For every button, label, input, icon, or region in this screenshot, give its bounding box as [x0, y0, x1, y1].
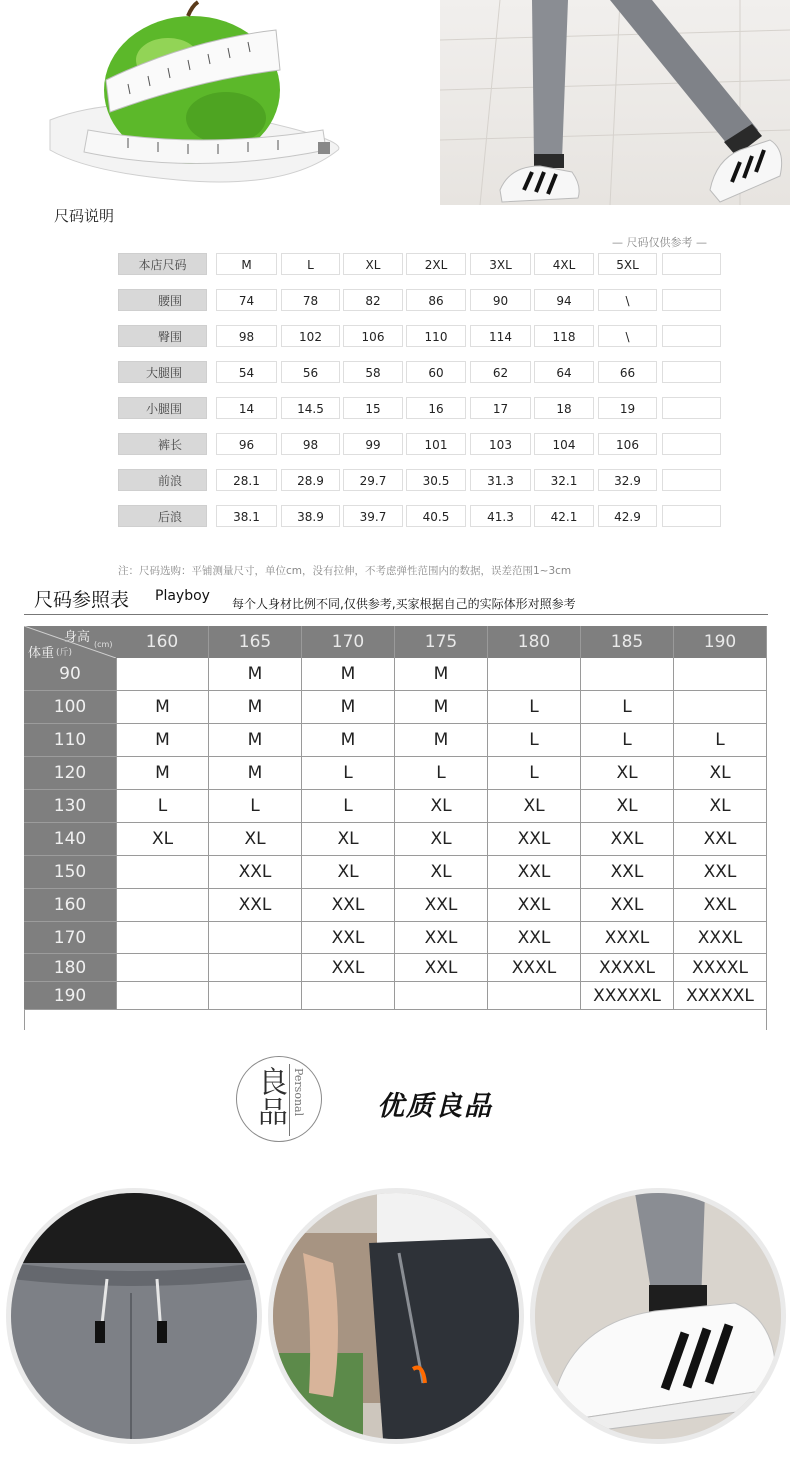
size-cell: XL: [581, 790, 674, 823]
spec-cell: [662, 469, 721, 491]
size-cell: XXXXL: [674, 954, 767, 982]
size-cell: XXXXL: [581, 954, 674, 982]
height-column-header: 170: [302, 626, 395, 658]
size-cell: XXL: [209, 856, 302, 889]
corner-height-label: 身高: [64, 630, 91, 645]
size-cell: XL: [674, 790, 767, 823]
size-cell: M: [302, 691, 395, 724]
size-cell: XXXL: [674, 922, 767, 954]
spec-cell: 42.9: [598, 505, 657, 527]
size-cell: M: [395, 691, 488, 724]
spec-cell: 101: [406, 433, 466, 455]
spec-cell: M: [216, 253, 277, 275]
spec-cell: 15: [343, 397, 403, 419]
measurement-note: 注：尺码选购：平铺测量尺寸，单位cm，没有拉伸，不考虑弹性范围内的数据，误差范围1~3cm: [118, 565, 572, 577]
spec-cell: 103: [470, 433, 531, 455]
spec-cell: \: [598, 289, 657, 311]
waistband-detail-photo: [6, 1188, 262, 1444]
size-cell: XL: [209, 823, 302, 856]
size-cell: [488, 982, 581, 1010]
size-cell: XXXL: [581, 922, 674, 954]
size-cell: M: [209, 724, 302, 757]
size-cell: L: [395, 757, 488, 790]
spec-cell: 42.1: [534, 505, 594, 527]
weight-row-header: 170: [24, 922, 116, 954]
spec-cell: 90: [470, 289, 531, 311]
size-cell: [674, 691, 767, 724]
weight-row-header: 110: [24, 724, 116, 757]
size-cell: M: [209, 757, 302, 790]
spec-cell: 41.3: [470, 505, 531, 527]
weight-row-header: 120: [24, 757, 116, 790]
size-cell: XL: [581, 757, 674, 790]
spec-cell: 102: [281, 325, 340, 347]
size-cell: XXL: [581, 823, 674, 856]
weight-row-header: 140: [24, 823, 116, 856]
size-cell: XXXL: [488, 954, 581, 982]
height-column-header: 165: [209, 626, 302, 658]
spec-cell: 18: [534, 397, 594, 419]
spec-cell: 110: [406, 325, 466, 347]
spec-cell: 74: [216, 289, 277, 311]
size-cell: XL: [395, 856, 488, 889]
spec-cell: 94: [534, 289, 594, 311]
height-column-header: 160: [116, 626, 209, 658]
spec-cell: 32.9: [598, 469, 657, 491]
spec-cell: 66: [598, 361, 657, 383]
size-cell: XXL: [488, 856, 581, 889]
size-cell: XXL: [395, 954, 488, 982]
quality-slogan: 优质良品: [377, 1091, 493, 1122]
spec-cell: [662, 505, 721, 527]
spec-row-label: 臀围: [118, 325, 207, 347]
size-cell: XXL: [488, 889, 581, 922]
spec-cell: 4XL: [534, 253, 594, 275]
spec-cell: 38.1: [216, 505, 277, 527]
size-cell: L: [302, 757, 395, 790]
spec-cell: 16: [406, 397, 466, 419]
ankle-cuff-shoe-detail-photo: [530, 1188, 786, 1444]
size-cell: XL: [302, 856, 395, 889]
spec-cell: [662, 289, 721, 311]
size-cell: XXL: [488, 823, 581, 856]
spec-cell: 5XL: [598, 253, 657, 275]
size-cell: [116, 982, 209, 1010]
size-cell: L: [674, 724, 767, 757]
spec-cell: 56: [281, 361, 340, 383]
size-cell: XXL: [674, 856, 767, 889]
size-cell: [209, 954, 302, 982]
weight-row-header: 90: [24, 658, 116, 691]
size-cell: XL: [116, 823, 209, 856]
weight-row-header: 130: [24, 790, 116, 823]
spec-cell: 17: [470, 397, 531, 419]
spec-cell: 19: [598, 397, 657, 419]
badge-divider: [289, 1064, 290, 1136]
spec-cell: 38.9: [281, 505, 340, 527]
size-cell: L: [581, 724, 674, 757]
size-cell: [581, 658, 674, 691]
size-cell: M: [116, 724, 209, 757]
spec-cell: 96: [216, 433, 277, 455]
spec-cell: 31.3: [470, 469, 531, 491]
size-cell: XL: [395, 790, 488, 823]
spec-cell: 40.5: [406, 505, 466, 527]
spec-cell: 30.5: [406, 469, 466, 491]
badge-side-text: Personal: [292, 1068, 305, 1117]
spec-cell: 14.5: [281, 397, 340, 419]
size-cell: M: [209, 658, 302, 691]
badge-main-text: 良品: [252, 1066, 287, 1126]
spec-row-label: 前浪: [118, 469, 207, 491]
spec-cell: 28.9: [281, 469, 340, 491]
size-cell: [209, 982, 302, 1010]
size-cell: [116, 889, 209, 922]
spec-cell: [662, 361, 721, 383]
spec-cell: 98: [281, 433, 340, 455]
size-cell: XXL: [674, 889, 767, 922]
size-cell: XXXXXL: [674, 982, 767, 1010]
spec-row-label: 腰围: [118, 289, 207, 311]
height-column-header: 190: [674, 626, 767, 658]
size-cell: M: [116, 691, 209, 724]
size-cell: L: [209, 790, 302, 823]
height-column-header: 180: [488, 626, 581, 658]
size-reference-title: 尺码参照表: [34, 589, 130, 611]
size-cell: [674, 658, 767, 691]
spec-row-label: 裤长: [118, 433, 207, 455]
size-cell: [116, 856, 209, 889]
size-cell: [116, 954, 209, 982]
size-cell: XXL: [488, 922, 581, 954]
size-cell: [209, 922, 302, 954]
size-cell: M: [302, 658, 395, 691]
spec-cell: 99: [343, 433, 403, 455]
size-cell: M: [395, 658, 488, 691]
spec-cell: 86: [406, 289, 466, 311]
corner-height-unit: (cm): [94, 640, 113, 649]
spec-cell: 39.7: [343, 505, 403, 527]
size-cell: XXL: [302, 889, 395, 922]
spec-cell: 114: [470, 325, 531, 347]
spec-row-label: 小腿围: [118, 397, 207, 419]
spec-cell: 54: [216, 361, 277, 383]
size-cell: L: [302, 790, 395, 823]
spec-cell: [662, 433, 721, 455]
spec-cell: 29.7: [343, 469, 403, 491]
model-legs-photo: [440, 0, 790, 205]
spec-row-label: 后浪: [118, 505, 207, 527]
size-cell: XXL: [395, 889, 488, 922]
weight-row-header: 180: [24, 954, 116, 982]
weight-row-header: 190: [24, 982, 116, 1010]
reference-only-note: — 尺码仅供参考 —: [612, 236, 707, 249]
spec-cell: \: [598, 325, 657, 347]
size-cell: XXL: [581, 856, 674, 889]
table-bottom-strip: [24, 1010, 767, 1030]
spec-cell: 60: [406, 361, 466, 383]
size-cell: XXL: [302, 954, 395, 982]
height-column-header: 185: [581, 626, 674, 658]
spec-row-label: 本店尺码: [118, 253, 207, 275]
brand-name: Playboy: [155, 588, 210, 604]
spec-cell: 106: [598, 433, 657, 455]
size-cell: M: [395, 724, 488, 757]
spec-cell: 28.1: [216, 469, 277, 491]
spec-cell: 82: [343, 289, 403, 311]
height-column-header: 175: [395, 626, 488, 658]
spec-cell: 106: [343, 325, 403, 347]
spec-cell: 58: [343, 361, 403, 383]
spec-cell: [662, 397, 721, 419]
size-cell: L: [488, 757, 581, 790]
spec-cell: 104: [534, 433, 594, 455]
weight-row-header: 150: [24, 856, 116, 889]
size-cell: [302, 982, 395, 1010]
size-cell: [116, 658, 209, 691]
size-cell: XL: [488, 790, 581, 823]
weight-row-header: 100: [24, 691, 116, 724]
spec-cell: 14: [216, 397, 277, 419]
reference-subtitle: 每个人身材比例不同,仅供参考,买家根据自己的实际体形对照参考: [232, 597, 576, 611]
spec-cell: 3XL: [470, 253, 531, 275]
spec-cell: XL: [343, 253, 403, 275]
size-cell: [488, 658, 581, 691]
apple-measuring-tape-photo: [48, 0, 398, 192]
size-cell: XXL: [674, 823, 767, 856]
size-cell: XXL: [302, 922, 395, 954]
size-cell: L: [116, 790, 209, 823]
spec-cell: 98: [216, 325, 277, 347]
corner-weight-label: 体重: [28, 646, 55, 658]
corner-weight-unit: (斤): [56, 648, 73, 658]
spec-cell: [662, 253, 721, 275]
size-guide-title: 尺码说明: [54, 207, 115, 225]
size-cell: M: [209, 691, 302, 724]
weight-row-header: 160: [24, 889, 116, 922]
size-cell: XL: [302, 823, 395, 856]
size-cell: [395, 982, 488, 1010]
spec-cell: [662, 325, 721, 347]
spec-cell: 2XL: [406, 253, 466, 275]
spec-cell: L: [281, 253, 340, 275]
title-divider: [24, 614, 768, 615]
spec-cell: 32.1: [534, 469, 594, 491]
size-cell: L: [488, 691, 581, 724]
size-cell: XXL: [395, 922, 488, 954]
size-cell: XXL: [581, 889, 674, 922]
table-corner-header: [24, 626, 116, 658]
size-cell: XL: [395, 823, 488, 856]
spec-cell: 62: [470, 361, 531, 383]
spec-cell: 78: [281, 289, 340, 311]
size-cell: M: [116, 757, 209, 790]
size-cell: XXL: [209, 889, 302, 922]
size-cell: L: [581, 691, 674, 724]
size-cell: [116, 922, 209, 954]
spec-row-label: 大腿围: [118, 361, 207, 383]
size-cell: M: [302, 724, 395, 757]
size-cell: L: [488, 724, 581, 757]
spec-cell: 118: [534, 325, 594, 347]
size-cell: XXXXXL: [581, 982, 674, 1010]
zip-pocket-detail-photo: [268, 1188, 524, 1444]
spec-cell: 64: [534, 361, 594, 383]
size-cell: XL: [674, 757, 767, 790]
